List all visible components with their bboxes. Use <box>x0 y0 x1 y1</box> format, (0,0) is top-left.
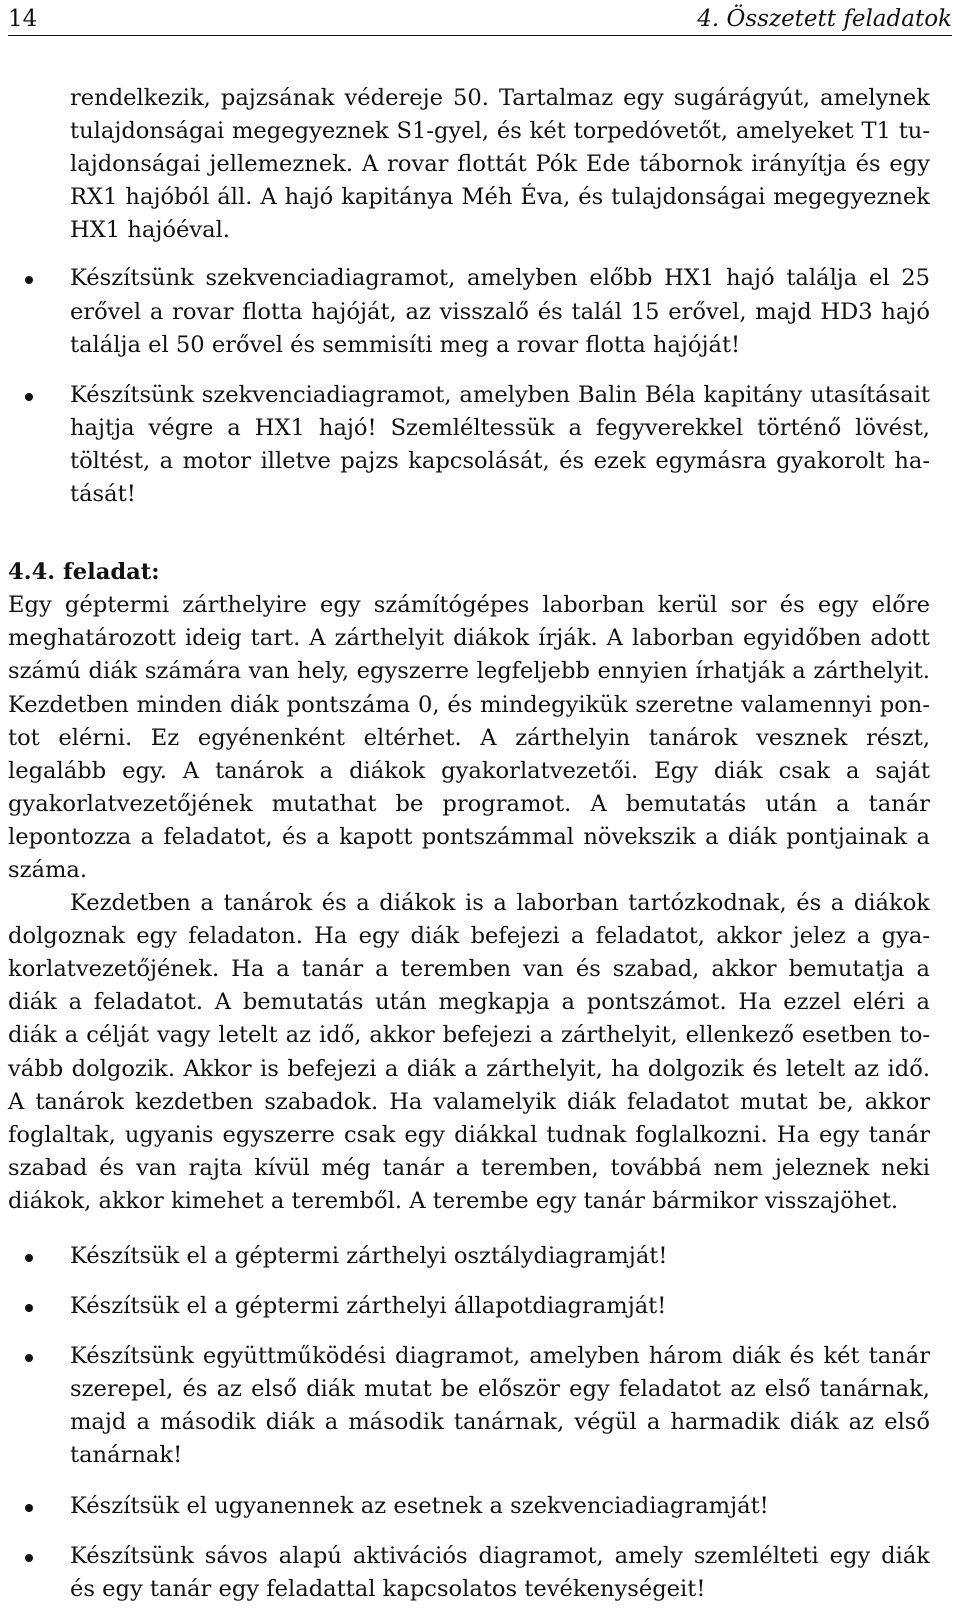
page-header <box>8 4 952 34</box>
task-bullet-list <box>8 1240 930 1606</box>
list-item <box>8 1540 930 1606</box>
list-item <box>8 1240 930 1273</box>
bullet-icon <box>25 1304 33 1312</box>
bullet-icon <box>25 276 33 284</box>
list-item <box>8 1490 930 1523</box>
list-item <box>8 1340 930 1472</box>
bullet-icon <box>25 1254 33 1262</box>
list-item <box>8 262 930 361</box>
list-item-text: Készítsünk együttműködési diagramot, amelyben három diák és két tanár szerepel, és az első diák mutat be először egy feladatot az első tanárnak, majd a második diák a második tanárnak, végül a harmadik diák az első tanárnak! <box>70 1343 930 1469</box>
list-item <box>8 379 930 511</box>
bullet-icon <box>25 1354 33 1362</box>
chapter-title: 4. Összetett feladatok <box>697 6 952 32</box>
page-content <box>8 82 930 1606</box>
list-item-text: Készítsük el a géptermi zárthelyi állapotdiagramját! <box>70 1293 667 1320</box>
bullet-icon <box>25 1504 33 1512</box>
list-item-text: Készítsünk sávos alapú aktivációs diagramot, amely szemlélteti egy diák és egy tanár egy feladattal kapcsolatos tevékenységeit! <box>70 1542 930 1602</box>
intro-paragraph: rendelkezik, pajzsának védereje 50. Tartalmaz egy sugárágyút, amelynek tulajdonságai megegyeznek S1-gyel, és két torpedóvetőt, amelyeket T1 tulajdonságai jellemeznek. A rovar flottát Pók Ede tábornok irányítja és egy RX1 hajóból áll. A hajó kapitánya Méh Éva, és tulajdonságai megegyeznek HX1 hajóéval. <box>70 85 930 244</box>
task-paragraph-2: Kezdetben a tanárok és a diákok is a laborban tartózkodnak, és a diákok dolgoznak egy feladaton. Ha egy diák befejezi a feladatot, akkor jelez a gyakorlatvezetőjének. Ha a tanár a teremben van és szabad, akkor bemutatja a diák a feladatot. A bemutatás után megkapja a pontszámot. Ha ezzel eléri a diák a célját vagy letelt az idő, akkor befejezi a zárthelyit, ellenkező esetben tovább dolgozik. Akkor is befejezi a diák a zárthelyit, ha dolgozik és letelt az idő. A tanárok kezdetben szabadok. Ha valamelyik diák feladatot mutat be, akkor foglaltak, ugyanis egyszerre csak egy diákkal tudnak foglalkozni. Ha egy tanár szabad és van rajta kívül még tanár a teremben, továbbá nem jeleznek neki diákok, akkor kimehet a teremből. A terembe egy tanár bármikor visszajöhet. <box>8 890 930 1214</box>
task-title: 4.4. feladat: <box>8 559 160 586</box>
list-item <box>8 1290 930 1323</box>
list-item-text: Készítsük el ugyanennek az esetnek a szekvenciadiagramját! <box>70 1492 769 1519</box>
first-bullet-list <box>8 262 930 511</box>
page-number: 14 <box>8 6 38 32</box>
list-item-text: Készítsünk szekvenciadiagramot, amelyben előbb HX1 hajó találja el 25 erővel a rovar flotta hajóját, az visszalő és talál 15 erővel, majd HD3 hajó találja el 50 erővel és semmisíti meg a rovar flotta hajóját! <box>70 265 930 358</box>
bullet-icon <box>25 1554 33 1562</box>
list-item-text: Készítsünk szekvenciadiagramot, amelyben Balin Béla kapitány utasításait hajtja végre a HX1 hajó! Szemléltessük a fegyverekkel történő lövést, töltést, a motor illetve pajzs kapcsolását, és ezek egymásra gyakorolt hatását! <box>70 381 930 508</box>
task-paragraph-1: Egy géptermi zárthelyire egy számítógépes laborban kerül sor és egy előre meghatározott ideig tart. A zárthelyit diákok írják. A laborban egyidőben adott számú diák számára van hely, egyszerre legfeljebb ennyien írhatják a zárthelyit. Kezdetben minden diák pontszáma 0, és mindegyikük szeretne valamennyi pontot elérni. Ez egyénenként eltérhet. A zárthelyin tanárok vesznek részt, legalább egy. A tanárok a diákok gyakorlatvezetői. Egy diák csak a saját gyakorlatvezetőjének mutathat be programot. A bemutatás után a tanár lepontozza a feladatot, és a kapott pontszámmal növekszik a diák pontjainak a száma. <box>8 592 930 883</box>
list-item-text: Készítsük el a géptermi zárthelyi osztálydiagramját! <box>70 1243 668 1269</box>
header-rule <box>8 35 952 36</box>
bullet-icon <box>25 393 33 401</box>
intro-block <box>8 82 930 247</box>
